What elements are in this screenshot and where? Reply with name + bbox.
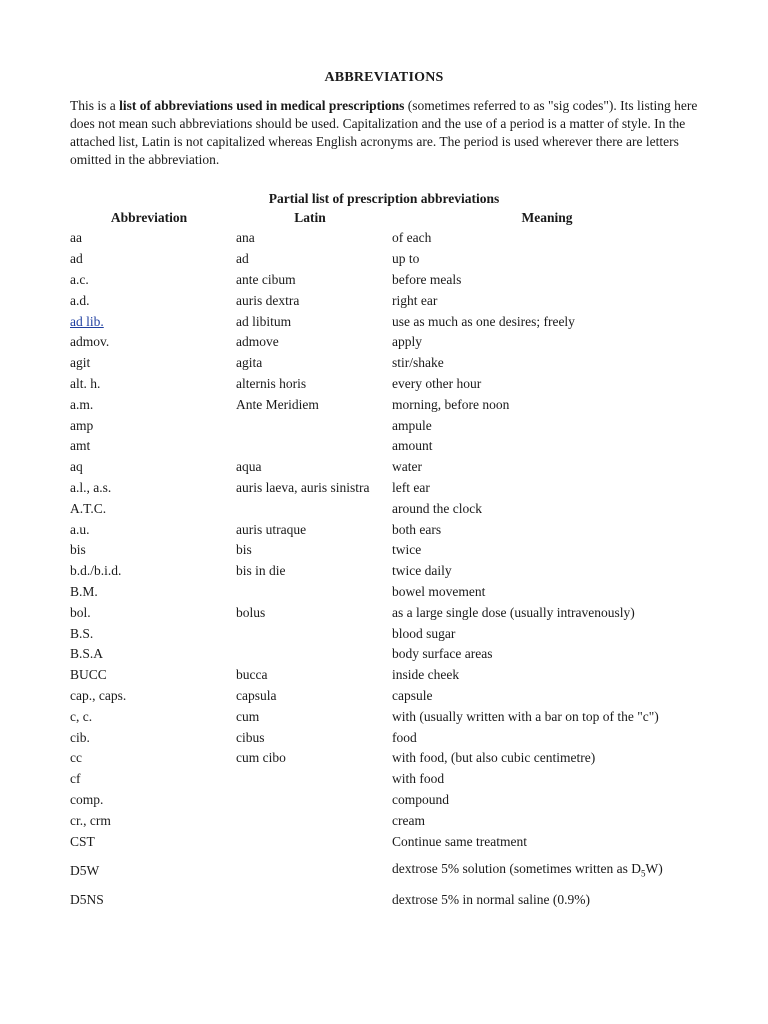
table-row [66, 769, 706, 790]
table-header-row [66, 208, 706, 228]
table-row [66, 519, 706, 540]
table-row [66, 290, 706, 311]
cell-meaning: compound [392, 791, 449, 807]
cell-latin: bis in die [236, 563, 286, 579]
table-row [66, 665, 706, 686]
cell-abbreviation: a.d. [70, 292, 90, 308]
cell-abbreviation: admov. [70, 334, 110, 350]
cell-meaning: water [392, 459, 422, 475]
intro-prefix: This is a [70, 98, 120, 113]
cell-abbreviation: cr., crm [70, 812, 111, 828]
cell-abbreviation: cib. [70, 729, 90, 745]
cell-meaning: use as much as one desires; freely [392, 313, 575, 329]
cell-abbreviation: bis [70, 542, 86, 558]
cell-abbreviation: B.S.A [70, 646, 104, 662]
cell-meaning: body surface areas [392, 646, 493, 662]
cell-latin [232, 790, 388, 811]
cell-meaning: with (usually written with a bar on top of the "c") [392, 708, 659, 724]
cell-meaning: before meals [392, 271, 462, 287]
table-row [66, 623, 706, 644]
table-row [66, 249, 706, 270]
cell-meaning: of each [392, 230, 432, 246]
table-row [66, 228, 706, 249]
cell-abbreviation: BUCC [70, 667, 107, 683]
cell-meaning: right ear [392, 292, 438, 308]
table-row [66, 706, 706, 727]
meaning-text-end: W) [645, 860, 663, 876]
cell-latin [232, 852, 388, 890]
cell-latin [232, 810, 388, 831]
document-title: ABBREVIATIONS [324, 70, 444, 85]
cell-latin: alternis horis [236, 375, 307, 391]
cell-latin [232, 582, 388, 603]
cell-abbreviation: a.l., a.s. [70, 479, 112, 495]
table-caption: Partial list of prescription abbreviations [268, 191, 500, 206]
table-row [66, 498, 706, 519]
cell-latin: aqua [236, 459, 262, 475]
cell-latin: auris laeva, auris sinistra [236, 479, 370, 495]
cell-meaning: with food [392, 771, 445, 787]
cell-latin: Ante Meridiem [236, 396, 319, 412]
table-row [66, 582, 706, 603]
cell-meaning: dextrose 5% in normal saline (0.9%) [392, 892, 590, 908]
cell-meaning: blood sugar [392, 625, 456, 641]
cell-latin [232, 415, 388, 436]
table-row [66, 270, 706, 291]
cell-latin: cum [236, 708, 260, 724]
cell-abbreviation: comp. [70, 791, 104, 807]
cell-meaning: inside cheek [392, 667, 460, 683]
cell-latin [232, 498, 388, 519]
column-header-latin: Latin [294, 210, 326, 225]
cell-latin: admove [236, 334, 279, 350]
table-row [66, 686, 706, 707]
column-header-abbreviation: Abbreviation [110, 210, 188, 225]
cell-abbreviation: agit [70, 355, 91, 371]
cell-abbreviation: a.u. [70, 521, 90, 537]
cell-latin [232, 831, 388, 852]
column-header-meaning: Meaning [521, 210, 573, 225]
cell-meaning: stir/shake [392, 355, 444, 371]
cell-meaning: food [392, 729, 417, 745]
cell-latin: auris dextra [236, 292, 300, 308]
cell-abbreviation: B.M. [70, 583, 98, 599]
cell-abbreviation: CST [70, 833, 95, 849]
table-body-tail [66, 852, 706, 911]
cell-latin [232, 644, 388, 665]
cell-meaning: as a large single dose (usually intravenously) [392, 604, 635, 620]
table-row [66, 748, 706, 769]
cell-meaning: bowel movement [392, 583, 486, 599]
cell-abbreviation: a.c. [70, 271, 89, 287]
table-row [66, 353, 706, 374]
cell-meaning: amount [392, 438, 433, 454]
cell-meaning: with food, (but also cubic centimetre) [392, 750, 596, 766]
intro-suffix: (sometimes referred to as "sig codes"). Its listing here does not mean such abbreviations should be used. Capitalization and the use of a period is a matter of style. In the attached list, Latin is not capitalized whereas English acronyms are. The period is used wherever there are letters omitted in the abbreviation. [70, 98, 698, 167]
cell-latin: ante cibum [236, 271, 296, 287]
cell-latin: bis [236, 542, 252, 558]
table-row [66, 890, 706, 911]
cell-abbreviation: cc [70, 750, 82, 766]
table-row [66, 374, 706, 395]
meaning-subscript: 5 [640, 868, 646, 879]
cell-abbreviation: ad [70, 251, 83, 267]
meaning-text: dextrose 5% solution (sometimes written as D [392, 860, 641, 876]
cell-abbreviation: aa [70, 230, 82, 246]
cell-abbreviation: D5NS [70, 892, 104, 908]
cell-abbreviation: B.S. [70, 625, 94, 641]
cell-abbreviation: cap., caps. [70, 687, 127, 703]
cell-meaning: morning, before noon [392, 396, 510, 412]
cell-meaning: both ears [392, 521, 442, 537]
cell-meaning: twice [392, 542, 422, 558]
table-row [66, 561, 706, 582]
table-row [66, 457, 706, 478]
cell-meaning: cream [392, 812, 425, 828]
cell-meaning: up to [392, 251, 420, 267]
cell-latin [232, 436, 388, 457]
table-row [66, 852, 706, 890]
ad-lib-link[interactable]: ad lib. [70, 313, 104, 329]
cell-meaning: Continue same treatment [392, 833, 527, 849]
cell-latin: ad [236, 251, 249, 267]
cell-meaning: apply [392, 334, 422, 350]
cell-abbreviation: D5W [70, 862, 100, 878]
table-row [66, 540, 706, 561]
table-row [66, 644, 706, 665]
cell-latin: ana [236, 230, 255, 246]
cell-latin: agita [236, 355, 263, 371]
cell-latin: cum cibo [236, 750, 286, 766]
cell-abbreviation: amp [70, 417, 94, 433]
table-row [66, 394, 706, 415]
table-row [66, 436, 706, 457]
cell-meaning: left ear [392, 479, 430, 495]
cell-latin: auris utraque [236, 521, 307, 537]
table-row [66, 831, 706, 852]
table-row [66, 602, 706, 623]
cell-latin: bolus [236, 604, 266, 620]
cell-meaning: around the clock [392, 500, 482, 516]
cell-abbreviation: amt [70, 438, 91, 454]
cell-meaning: twice daily [392, 563, 452, 579]
table-row [66, 790, 706, 811]
intro-paragraph [70, 97, 698, 169]
cell-abbreviation: A.T.C. [70, 500, 107, 516]
cell-latin: bucca [236, 667, 268, 683]
cell-latin: cibus [236, 729, 265, 745]
cell-meaning: capsule [392, 687, 433, 703]
abbreviations-table [66, 208, 706, 911]
table-row [66, 478, 706, 499]
cell-abbreviation [66, 311, 232, 332]
table-row [66, 311, 706, 332]
cell-abbreviation: aq [70, 459, 83, 475]
table-row [66, 810, 706, 831]
intro-bold: list of abbreviations used in medical prescriptions [119, 98, 405, 113]
cell-abbreviation: alt. h. [70, 375, 101, 391]
cell-abbreviation: cf [70, 771, 81, 787]
table-row [66, 727, 706, 748]
cell-abbreviation: b.d./b.i.d. [70, 563, 122, 579]
table-row [66, 415, 706, 436]
table-body [66, 228, 706, 852]
cell-latin [232, 769, 388, 790]
cell-meaning: every other hour [392, 375, 482, 391]
cell-latin [232, 890, 388, 911]
table-row [66, 332, 706, 353]
cell-meaning: ampule [392, 417, 432, 433]
cell-abbreviation: bol. [70, 604, 91, 620]
cell-abbreviation: a.m. [70, 396, 94, 412]
cell-latin: ad libitum [236, 313, 292, 329]
cell-abbreviation: c, c. [70, 708, 93, 724]
cell-latin: capsula [236, 687, 277, 703]
cell-meaning [388, 852, 706, 890]
cell-latin [232, 623, 388, 644]
